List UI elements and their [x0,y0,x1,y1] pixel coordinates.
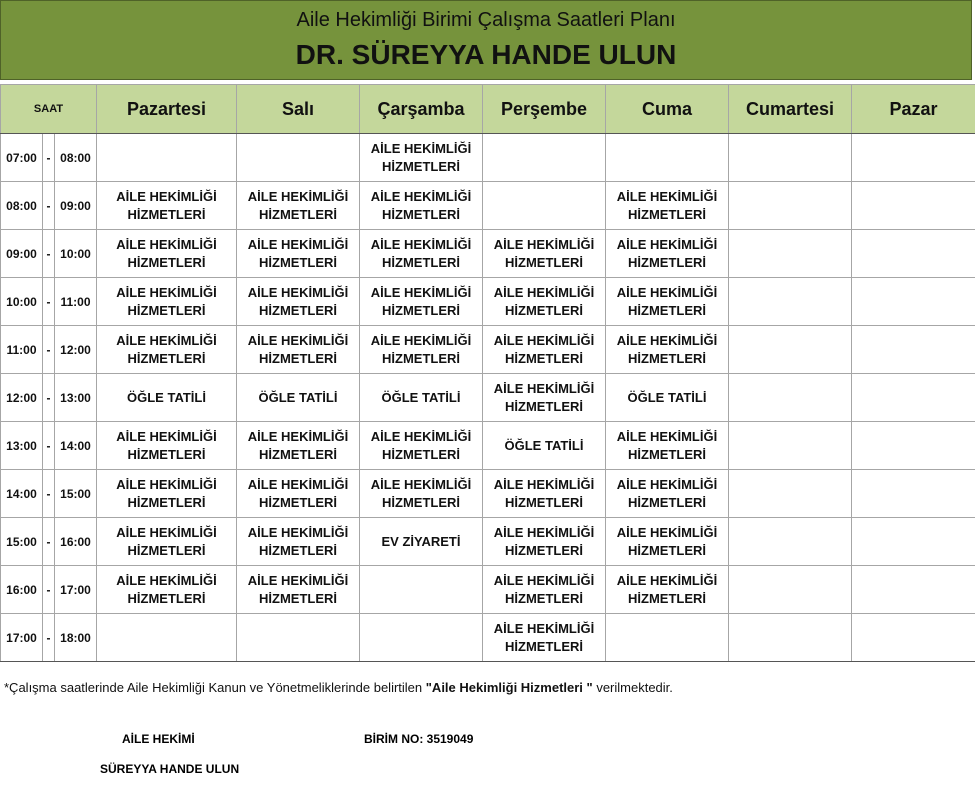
day-header: Çarşamba [360,85,483,134]
schedule-cell [729,422,852,470]
schedule-cell: AİLE HEKİMLİĞİ HİZMETLERİ [97,518,237,566]
schedule-cell: ÖĞLE TATİLİ [483,422,606,470]
schedule-cell: AİLE HEKİMLİĞİ HİZMETLERİ [97,566,237,614]
schedule-cell: AİLE HEKİMLİĞİ HİZMETLERİ [97,230,237,278]
schedule-cell: AİLE HEKİMLİĞİ HİZMETLERİ [360,278,483,326]
day-header: Cumartesi [729,85,852,134]
table-row [1,422,975,470]
time-end-cell: 12:00 [55,326,97,374]
schedule-cell [852,278,975,326]
schedule-cell [852,134,975,182]
table-row [1,566,975,614]
schedule-cell [852,182,975,230]
schedule-cell: AİLE HEKİMLİĞİ HİZMETLERİ [483,518,606,566]
time-start-cell: 11:00 [1,326,43,374]
time-end-cell: 17:00 [55,566,97,614]
schedule-cell: ÖĞLE TATİLİ [606,374,729,422]
schedule-cell: AİLE HEKİMLİĞİ HİZMETLERİ [360,470,483,518]
schedule-cell: AİLE HEKİMLİĞİ HİZMETLERİ [606,422,729,470]
signature-name: SÜREYYA HANDE ULUN [100,762,240,776]
schedule-cell: AİLE HEKİMLİĞİ HİZMETLERİ [360,326,483,374]
schedule-cell: AİLE HEKİMLİĞİ HİZMETLERİ [360,230,483,278]
time-separator: - [43,422,55,470]
day-header: Pazar [852,85,975,134]
schedule-cell: AİLE HEKİMLİĞİ HİZMETLERİ [237,518,360,566]
schedule-cell [729,134,852,182]
schedule-cell: AİLE HEKİMLİĞİ HİZMETLERİ [606,470,729,518]
schedule-cell [852,422,975,470]
table-row [1,470,975,518]
table-row [1,182,975,230]
schedule-cell [729,182,852,230]
schedule-cell [729,230,852,278]
schedule-cell [483,182,606,230]
time-end-cell: 13:00 [55,374,97,422]
schedule-cell: AİLE HEKİMLİĞİ HİZMETLERİ [97,422,237,470]
schedule-cell [97,134,237,182]
schedule-cell [237,614,360,662]
schedule-cell [852,518,975,566]
schedule-cell: AİLE HEKİMLİĞİ HİZMETLERİ [237,422,360,470]
schedule-cell [729,278,852,326]
page-title: Aile Hekimliği Birimi Çalışma Saatleri Planı [296,9,676,31]
time-separator: - [43,326,55,374]
time-start-cell: 15:00 [1,518,43,566]
time-separator: - [43,518,55,566]
schedule-cell [483,134,606,182]
schedule-cell: ÖĞLE TATİLİ [97,374,237,422]
table-row [1,374,975,422]
day-header: Salı [237,85,360,134]
footnote-prefix: *Çalışma saatlerinde Aile Hekimliği Kanun ve Yönetmeliklerinde belirtilen [4,680,426,695]
schedule-cell: AİLE HEKİMLİĞİ HİZMETLERİ [606,566,729,614]
table-row [1,134,975,182]
schedule-cell: AİLE HEKİMLİĞİ HİZMETLERİ [237,182,360,230]
time-start-cell: 17:00 [1,614,43,662]
schedule-cell [729,566,852,614]
time-separator: - [43,278,55,326]
schedule-cell: AİLE HEKİMLİĞİ HİZMETLERİ [237,566,360,614]
schedule-cell [729,374,852,422]
schedule-cell [729,326,852,374]
schedule-table [0,84,975,662]
schedule-cell: ÖĞLE TATİLİ [360,374,483,422]
table-row [1,278,975,326]
footnote-bold: "Aile Hekimliği Hizmetleri " [425,680,593,695]
time-start-cell: 14:00 [1,470,43,518]
schedule-cell: AİLE HEKİMLİĞİ HİZMETLERİ [237,230,360,278]
schedule-cell [852,374,975,422]
time-end-cell: 08:00 [55,134,97,182]
schedule-cell [852,566,975,614]
schedule-cell [852,326,975,374]
time-start-cell: 13:00 [1,422,43,470]
schedule-cell [852,230,975,278]
schedule-cell: AİLE HEKİMLİĞİ HİZMETLERİ [360,182,483,230]
schedule-cell [729,518,852,566]
schedule-cell: AİLE HEKİMLİĞİ HİZMETLERİ [483,230,606,278]
time-start-cell: 12:00 [1,374,43,422]
schedule-cell: AİLE HEKİMLİĞİ HİZMETLERİ [606,518,729,566]
saat-header: SAAT [1,85,97,134]
table-row [1,614,975,662]
schedule-cell [360,566,483,614]
time-end-cell: 15:00 [55,470,97,518]
schedule-cell: AİLE HEKİMLİĞİ HİZMETLERİ [237,470,360,518]
footnote-suffix: verilmektedir. [592,680,673,695]
time-end-cell: 09:00 [55,182,97,230]
schedule-cell: AİLE HEKİMLİĞİ HİZMETLERİ [360,422,483,470]
time-separator: - [43,614,55,662]
schedule-cell: AİLE HEKİMLİĞİ HİZMETLERİ [97,326,237,374]
time-end-cell: 14:00 [55,422,97,470]
day-header: Pazartesi [97,85,237,134]
time-end-cell: 11:00 [55,278,97,326]
schedule-cell: EV ZİYARETİ [360,518,483,566]
schedule-cell: AİLE HEKİMLİĞİ HİZMETLERİ [237,326,360,374]
time-start-cell: 08:00 [1,182,43,230]
schedule-cell: AİLE HEKİMLİĞİ HİZMETLERİ [483,470,606,518]
day-header: Cuma [606,85,729,134]
title-banner [0,0,972,80]
time-start-cell: 09:00 [1,230,43,278]
schedule-cell: AİLE HEKİMLİĞİ HİZMETLERİ [237,278,360,326]
unit-number: BİRİM NO: 3519049 [364,732,474,746]
table-row [1,326,975,374]
schedule-cell [729,470,852,518]
schedule-cell: AİLE HEKİMLİĞİ HİZMETLERİ [360,134,483,182]
schedule-cell: AİLE HEKİMLİĞİ HİZMETLERİ [97,278,237,326]
schedule-cell: AİLE HEKİMLİĞİ HİZMETLERİ [97,470,237,518]
time-separator: - [43,374,55,422]
time-end-cell: 18:00 [55,614,97,662]
schedule-cell: AİLE HEKİMLİĞİ HİZMETLERİ [606,278,729,326]
schedule-cell: AİLE HEKİMLİĞİ HİZMETLERİ [97,182,237,230]
schedule-cell: AİLE HEKİMLİĞİ HİZMETLERİ [606,182,729,230]
time-separator: - [43,134,55,182]
schedule-cell: AİLE HEKİMLİĞİ HİZMETLERİ [483,278,606,326]
schedule-cell: AİLE HEKİMLİĞİ HİZMETLERİ [483,326,606,374]
header-row [1,85,975,134]
schedule-cell: AİLE HEKİMLİĞİ HİZMETLERİ [483,566,606,614]
time-separator: - [43,470,55,518]
schedule-cell [97,614,237,662]
schedule-cell: AİLE HEKİMLİĞİ HİZMETLERİ [483,614,606,662]
schedule-cell [360,614,483,662]
time-end-cell: 10:00 [55,230,97,278]
schedule-cell [237,134,360,182]
table-row [1,518,975,566]
schedule-cell [852,470,975,518]
time-separator: - [43,566,55,614]
table-row [1,230,975,278]
schedule-cell [729,614,852,662]
schedule-cell [606,614,729,662]
schedule-cell: AİLE HEKİMLİĞİ HİZMETLERİ [606,326,729,374]
signature-role: AİLE HEKİMİ [122,732,195,746]
time-start-cell: 16:00 [1,566,43,614]
time-separator: - [43,230,55,278]
schedule-cell [606,134,729,182]
footnote [4,680,673,695]
doctor-name-title: DR. SÜREYYA HANDE ULUN [295,39,677,70]
time-start-cell: 07:00 [1,134,43,182]
day-header: Perşembe [483,85,606,134]
time-end-cell: 16:00 [55,518,97,566]
schedule-cell: AİLE HEKİMLİĞİ HİZMETLERİ [483,374,606,422]
time-start-cell: 10:00 [1,278,43,326]
schedule-cell: AİLE HEKİMLİĞİ HİZMETLERİ [606,230,729,278]
schedule-cell [852,614,975,662]
schedule-cell: ÖĞLE TATİLİ [237,374,360,422]
time-separator: - [43,182,55,230]
